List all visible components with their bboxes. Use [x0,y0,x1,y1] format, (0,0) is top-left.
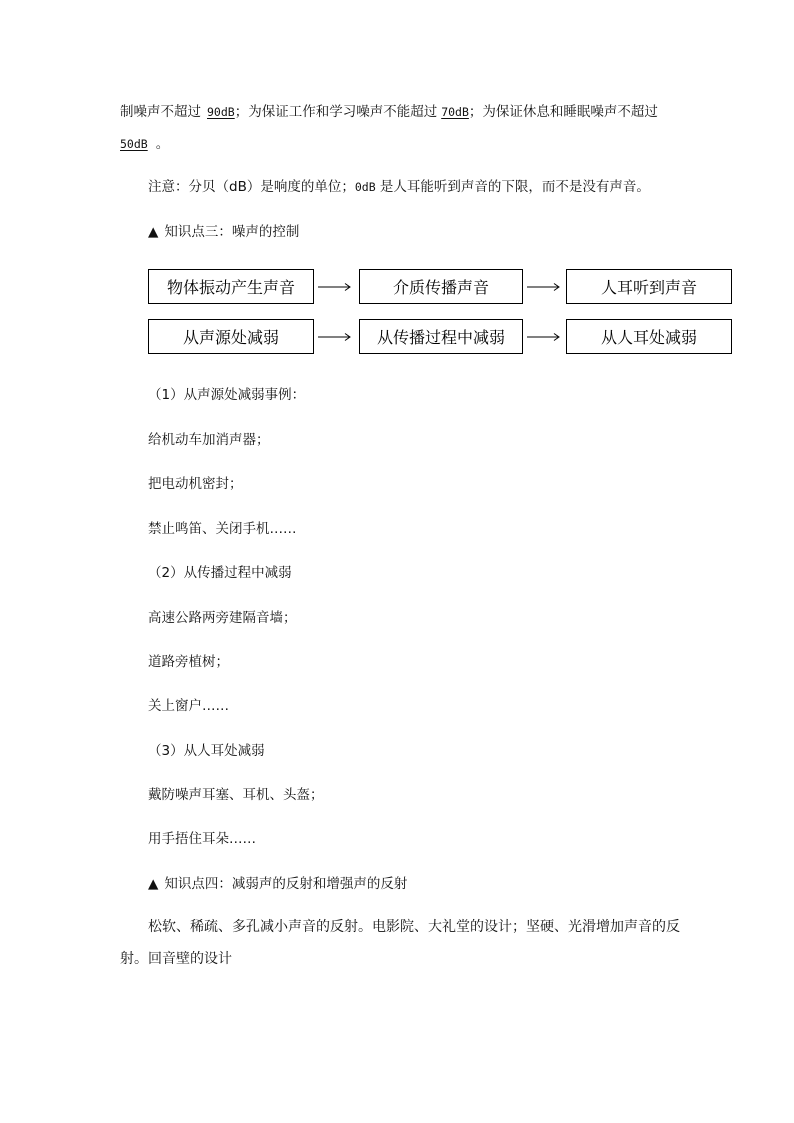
intro-text-2: ；为保证工作和学习噪声不能超过 [234,104,438,120]
note-text-0db: 0dB [354,180,376,194]
note-line [148,178,650,196]
note-text-a: 注意：分贝（dB）是响度的单位； [148,179,355,195]
diagram-box-medium-transmission: 介质传播声音 [359,269,523,304]
intro-value-70db: 70dB [441,105,469,119]
note-text-c: 是人耳能听到声音的下限，而不是没有声音。 [375,179,650,195]
diagram-box-source-vibration: 物体振动产生声音 [148,269,314,304]
example-item: 用手捂住耳朵…… [148,831,256,847]
diagram-box-reduce-in-transmission: 从传播过程中减弱 [359,319,523,354]
intro-value-90db: 90dB [207,105,235,119]
section4-para-line-2: 射。回音壁的设计 [120,951,232,967]
example-item: 关上窗户…… [148,698,229,714]
diagram-box-ear-hearing: 人耳听到声音 [566,269,732,304]
diagram-box-reduce-at-ear: 从人耳处减弱 [566,319,732,354]
diagram-box-reduce-at-source: 从声源处减弱 [148,319,314,354]
example-item: 戴防噪声耳塞、耳机、头盔； [148,787,324,803]
example-heading-2: （2）从传播过程中减弱 [148,565,292,581]
example-heading-1: （1）从声源处减弱事例： [148,387,306,403]
example-item: 禁止鸣笛、关闭手机…… [148,521,297,537]
intro-text-3: ；为保证休息和睡眠噪声不超过 [468,104,658,120]
triangle-icon: ▲ [148,876,159,892]
intro-line-2 [120,135,169,153]
example-item: 给机动车加消声器； [148,432,270,448]
section4-heading [148,875,407,893]
intro-end: 。 [155,136,170,152]
example-heading-3: （3）从人耳处减弱 [148,743,265,759]
arrow-icon [527,332,561,342]
section4-para-line-1: 松软、稀疏、多孔减小声音的反射。电影院、大礼堂的设计；坚硬、光滑增加声音的反 [148,919,680,935]
intro-text-1: 制噪声不超过 [120,104,201,120]
intro-value-50db: 50dB [120,137,148,151]
intro-line-1 [120,103,658,121]
triangle-icon: ▲ [148,224,159,240]
arrow-icon [318,282,352,292]
section3-heading [148,223,299,241]
section3-title: 知识点三：噪声的控制 [164,224,300,240]
example-item: 道路旁植树； [148,654,229,670]
section4-title: 知识点四：减弱声的反射和增强声的反射 [164,876,408,892]
arrow-icon [318,332,352,342]
example-item: 高速公路两旁建隔音墙； [148,610,297,626]
example-item: 把电动机密封； [148,476,243,492]
arrow-icon [527,282,561,292]
